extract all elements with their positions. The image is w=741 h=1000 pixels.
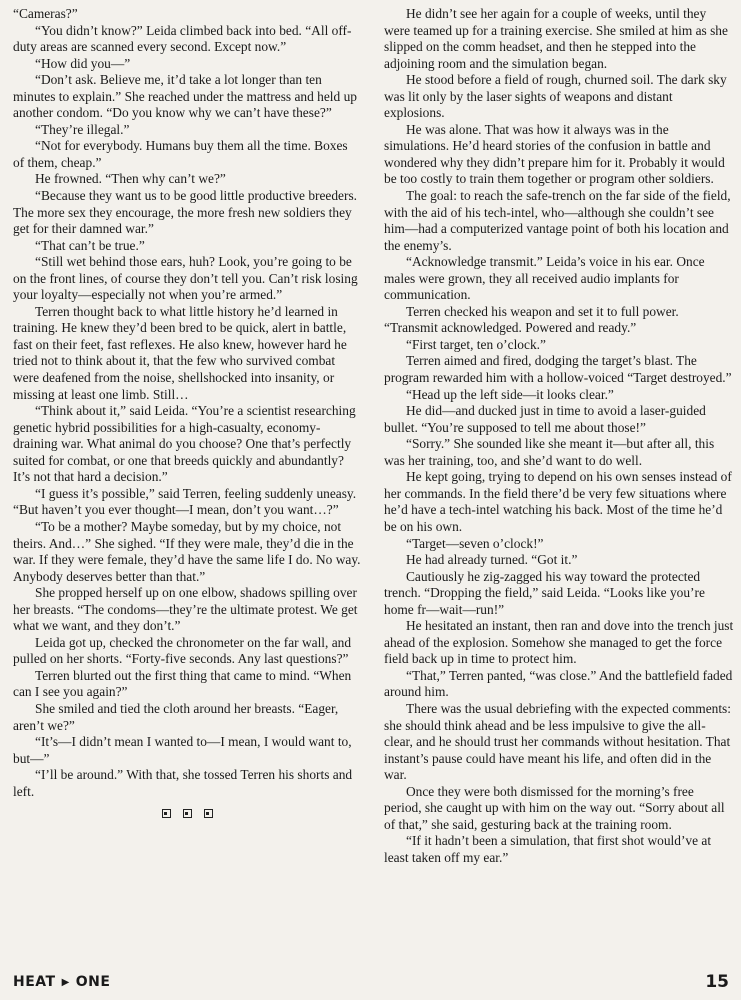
paragraph: Once they were both dismissed for the morning’s free period, she caught up with him on the way out. “Sorry about all of that,” she said, gesturing back at the training room. bbox=[384, 783, 725, 832]
paragraph: Leida got up, checked the chronometer on the far wall, and pulled on her shorts. “Forty-five seconds. Any last questions?” bbox=[13, 634, 352, 667]
paragraph: “Head up the left side—it looks clear.” bbox=[406, 386, 614, 402]
paragraph: “You didn’t know?” Leida climbed back into bed. “All off-duty areas are scanned every second. Except now.” bbox=[13, 22, 352, 55]
paragraph: “Because they want us to be good little productive breeders. The more sex they encourage, the more fresh new soldiers they get for their damned war.” bbox=[13, 188, 358, 237]
paragraph: He kept going, trying to depend on his own senses instead of her commands. In the field there’d be very few situations where he’d have a tech-intel watching his back. Most of the time he’d be on his own. bbox=[384, 469, 732, 534]
paragraph: He had already turned. “Got it.” bbox=[406, 552, 578, 568]
paragraph: Terren thought back to what little history he’d learned in training. He knew they’d been bred to be quick, alert in battle, fast on their feet, fast reflexes. He also knew, however hard he tried not to think about it, that the few who survived combat were deafened from the noise, shellshocked into insanity, or missing at least one limb. Still… bbox=[13, 303, 347, 402]
page-number: 15 bbox=[705, 972, 729, 992]
paragraph: “That can’t be true.” bbox=[35, 237, 145, 253]
footer-brand-heat: HEAT bbox=[13, 974, 56, 990]
left-text-column bbox=[13, 6, 361, 823]
paragraph: There was the usual debriefing with the expected comments: she should think ahead and be less impulsive to give the all-clear, and he should trust her commands without hesitation. That instant’s pause could have meant his life, and often did in the war. bbox=[384, 700, 731, 783]
paragraph: He frowned. “Then why can’t we?” bbox=[35, 171, 226, 187]
paragraph: Terren checked his weapon and set it to full power. “Transmit acknowledged. Powered and ready.” bbox=[384, 303, 679, 336]
paragraph: He stood before a field of rough, churned soil. The dark sky was lit only by the laser sights of weapons and distant explosions. bbox=[384, 72, 727, 121]
paragraph: The goal: to reach the safe-trench on the far side of the field, with the aid of his tech-intel, who—although she couldn’t see him—had a computerized vantage point of both his location and the enemy’s. bbox=[384, 188, 731, 253]
paragraph: “They’re illegal.” bbox=[35, 121, 130, 137]
square-bullet-icon bbox=[204, 809, 213, 818]
running-footer-title bbox=[13, 974, 110, 990]
paragraph: “Not for everybody. Humans buy them all the time. Boxes of them, cheap.” bbox=[13, 138, 348, 170]
paragraph: “Sorry.” She sounded like she meant it—but after all, this was her training, too, and she’d want to do well. bbox=[384, 436, 715, 468]
paragraph: He did—and ducked just in time to avoid a laser-guided bullet. “You’re supposed to tell me about those!” bbox=[384, 403, 706, 435]
paragraph: “It’s—I didn’t mean I wanted to—I mean, I would want to, but—” bbox=[13, 734, 352, 766]
paragraph: “Think about it,” said Leida. “You’re a scientist researching genetic hybrid possibilities for a high-casualty, economy-draining war. What animal do you choose? One that’s perfectly suited for combat, or one that breeds quickly and abundantly? It’s not that hard a decision.” bbox=[13, 403, 356, 485]
paragraph: “Still wet behind those ears, huh? Look, you’re going to be on the front lines, of course they don’t tell you. Can’t risk losing your loyalty—especially not when you’re armed.” bbox=[13, 254, 358, 303]
paragraph: He didn’t see her again for a couple of weeks, until they were teamed up for a training exercise. She smiled at him as she slipped on the comm headset, and then he stepped into the adjoining room and the simulation began. bbox=[384, 6, 728, 71]
square-bullet-icon bbox=[162, 809, 171, 818]
right-text-column bbox=[384, 6, 734, 866]
square-bullet-icon bbox=[183, 809, 192, 818]
paragraph: “First target, ten o’clock.” bbox=[406, 336, 546, 352]
paragraph: “How did you—” bbox=[35, 55, 131, 71]
paragraph: He hesitated an instant, then ran and dove into the trench just ahead of the explosion. Somehow she managed to get the force field back up in time to protect him. bbox=[384, 618, 734, 667]
footer-brand-one: ONE bbox=[75, 974, 111, 990]
paragraph: Terren blurted out the first thing that came to mind. “When can I see you again?” bbox=[13, 667, 352, 700]
paragraph: “I’ll be around.” With that, she tossed Terren his shorts and left. bbox=[13, 767, 353, 799]
paragraph: “I guess it’s possible,” said Terren, feeling suddenly uneasy. “But haven’t you ever thought—I mean, don’t you want…?” bbox=[13, 485, 357, 518]
paragraph: He was alone. That was how it always was in the simulations. He’d heard stories of the confusion in battle and wondered why they didn’t prepare him for it. Probably it would be too costly to train them together or program other soldiers. bbox=[384, 121, 725, 187]
paragraph: She smiled and tied the cloth around her breasts. “Eager, aren’t we?” bbox=[13, 700, 339, 733]
paragraph: “Cameras?” bbox=[13, 6, 78, 21]
section-break-ornament bbox=[13, 806, 361, 823]
paragraph: “If it hadn’t been a simulation, that first shot would’ve at least taken off my ear.” bbox=[384, 833, 712, 865]
paragraph: “To be a mother? Maybe someday, but by my choice, not theirs. And…” She sighed. “If they were male, they’d die in the war. If they were female, they’d have the same life I do. No way. Anybody deserves better than that.” bbox=[13, 518, 361, 584]
paragraph: Terren aimed and fired, dodging the target’s blast. The program rewarded him with a hollow-voiced “Target destroyed.” bbox=[384, 353, 732, 386]
paragraph: “Don’t ask. Believe me, it’d take a lot longer than ten minutes to explain.” She reached under the mattress and held up another condom. “Do you know why we can’t have these?” bbox=[13, 72, 357, 121]
paragraph: “Target—seven o’clock!” bbox=[406, 535, 544, 551]
paragraph: “Acknowledge transmit.” Leida’s voice in his ear. Once males were grown, they all received audio implants for communication. bbox=[384, 254, 705, 303]
paragraph: “That,” Terren panted, “was close.” And the battlefield faded around him. bbox=[384, 667, 733, 700]
paragraph: Cautiously he zig-zagged his way toward the protected trench. “Dropping the field,” said Leida. “Looks like you’re home fr—wait—run!” bbox=[384, 568, 705, 617]
play-arrow-icon: ▶ bbox=[61, 977, 70, 988]
paragraph: She propped herself up on one elbow, shadows spilling over her breasts. “The condoms—they’re the ultimate protest. We get what we want, and they don’t.” bbox=[13, 585, 358, 634]
page-footer bbox=[13, 974, 729, 994]
